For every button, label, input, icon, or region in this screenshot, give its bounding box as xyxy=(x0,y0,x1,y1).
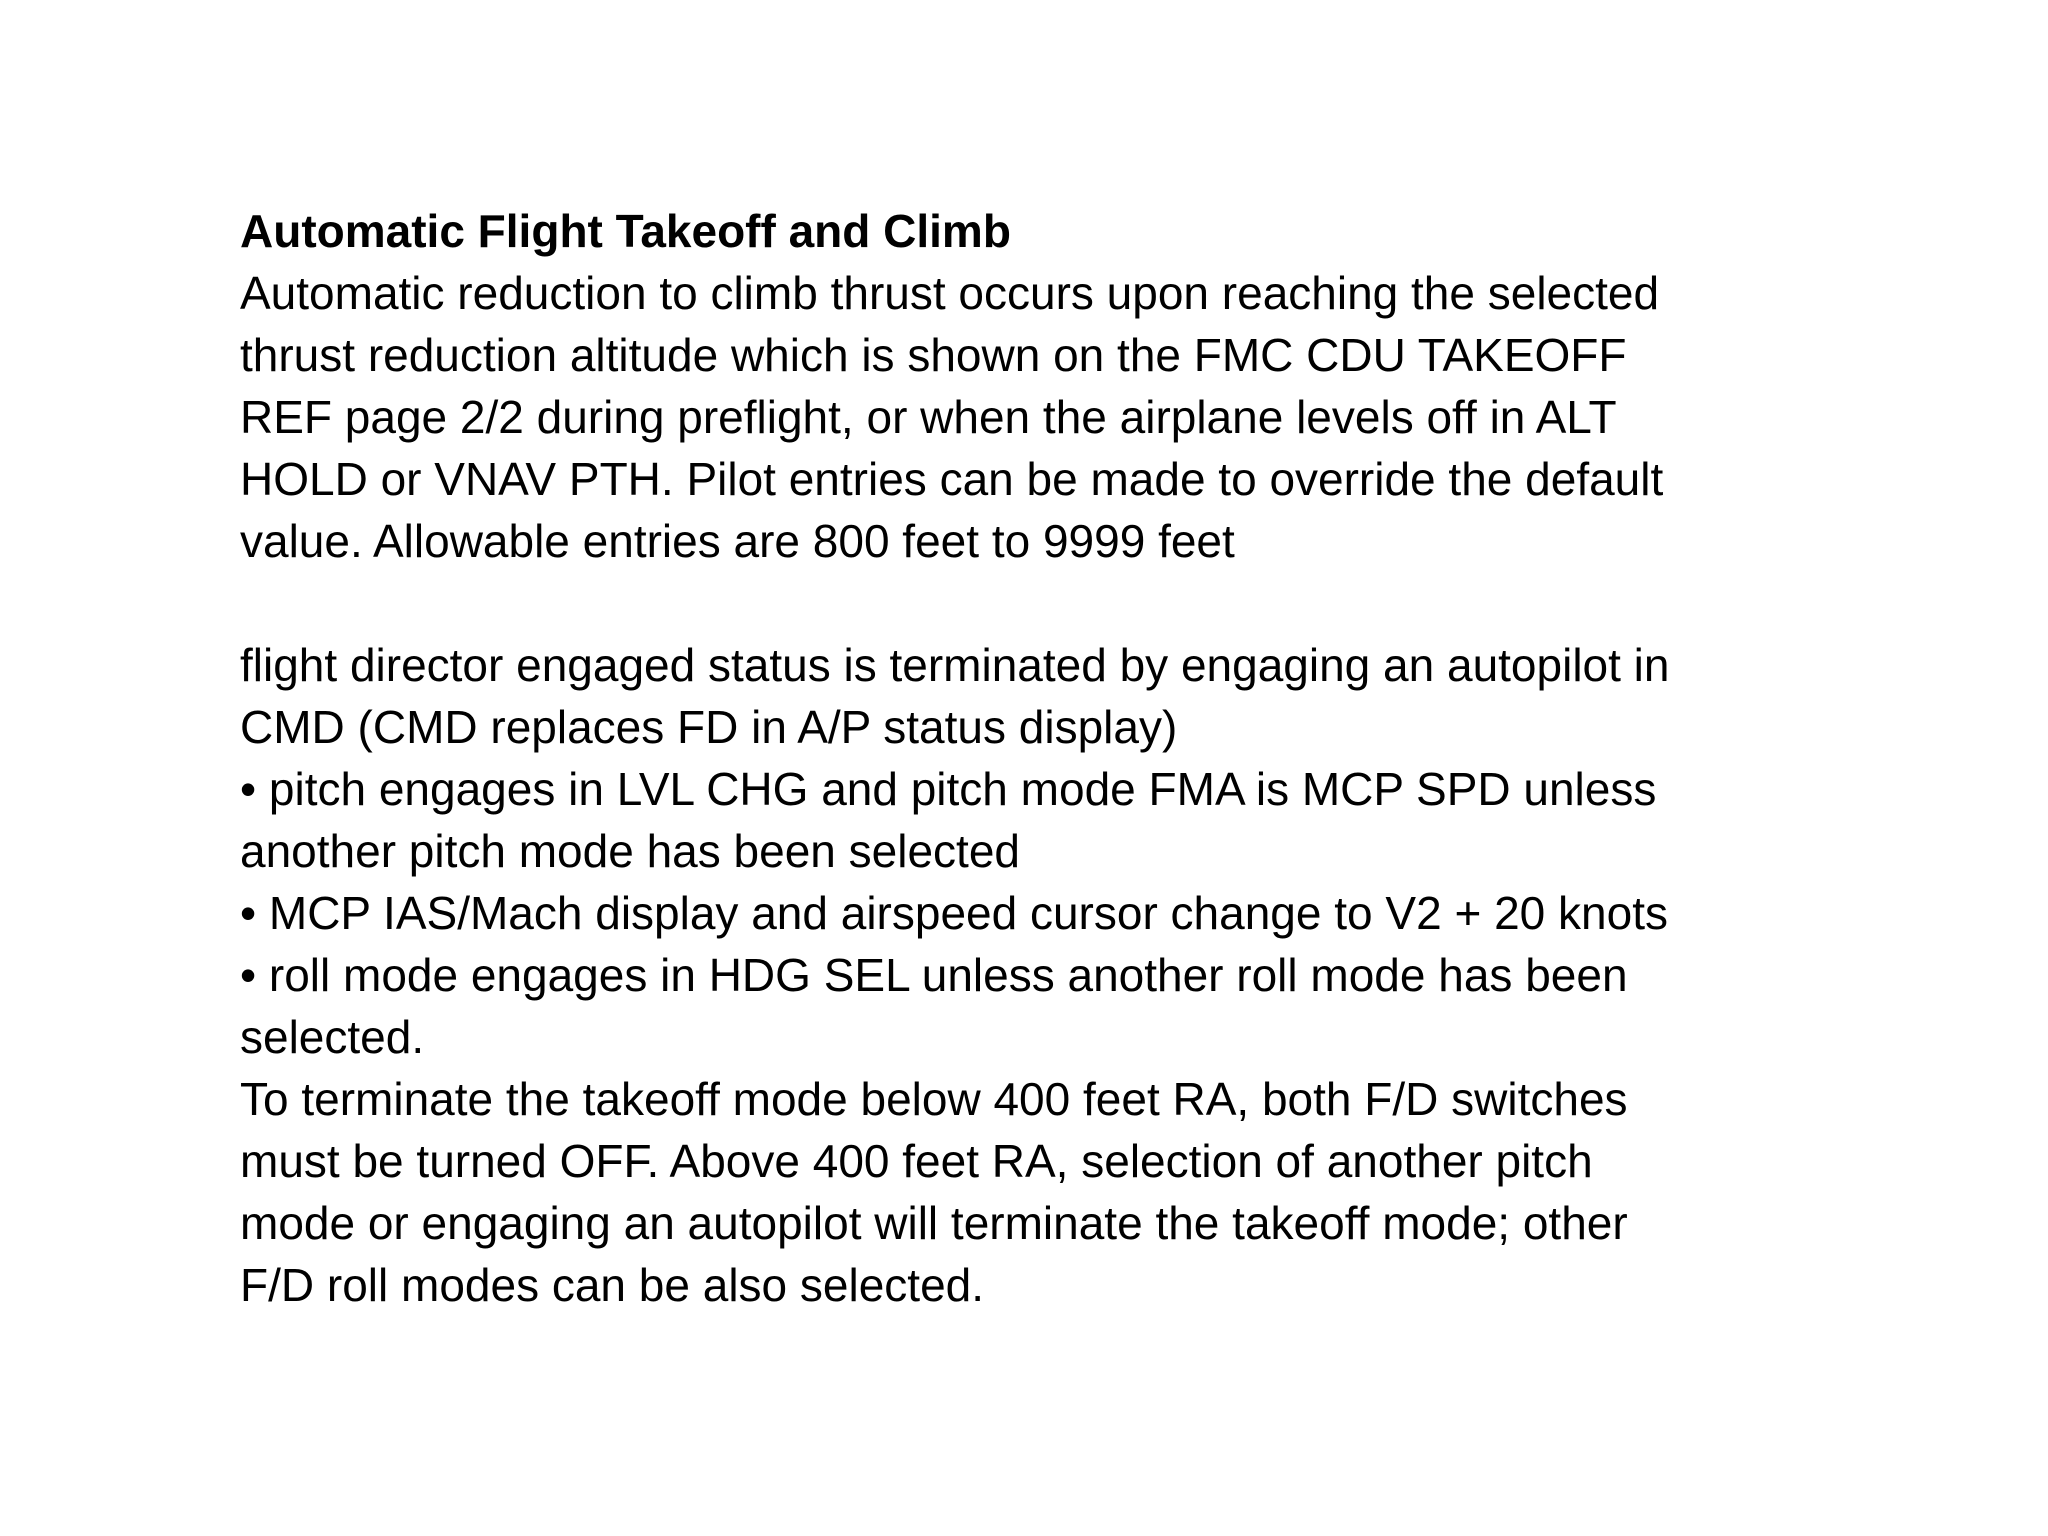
slide-content xyxy=(240,200,1920,1316)
text-line: value. Allowable entries are 800 feet to 9999 feet xyxy=(240,515,1235,567)
paragraph-terminate-takeoff xyxy=(240,1068,1920,1316)
text-line: Automatic reduction to climb thrust occurs upon reaching the selected xyxy=(240,267,1660,319)
text-line: CMD (CMD replaces FD in A/P status display) xyxy=(240,701,1178,753)
bullet-item-roll xyxy=(240,944,1920,1068)
text-line: thrust reduction altitude which is shown on the FMC CDU TAKEOFF xyxy=(240,329,1627,381)
bullet-list xyxy=(240,758,1920,1068)
text-line: REF page 2/2 during preflight, or when the airplane levels off in ALT xyxy=(240,391,1617,443)
paragraph-climb-thrust xyxy=(240,262,1920,572)
text-line: HOLD or VNAV PTH. Pilot entries can be made to override the default xyxy=(240,453,1664,505)
bullet-item-pitch xyxy=(240,758,1920,882)
text-line: mode or engaging an autopilot will terminate the takeoff mode; other xyxy=(240,1197,1628,1249)
text-line: flight director engaged status is terminated by engaging an autopilot in xyxy=(240,639,1670,691)
paragraph-flight-director xyxy=(240,634,1920,758)
bullet-item-mcp-ias xyxy=(240,882,1920,944)
text-line: must be turned OFF. Above 400 feet RA, selection of another pitch xyxy=(240,1135,1593,1187)
text-line: • roll mode engages in HDG SEL unless another roll mode has been xyxy=(240,949,1628,1001)
text-line: • MCP IAS/Mach display and airspeed cursor change to V2 + 20 knots xyxy=(240,887,1668,939)
text-line: another pitch mode has been selected xyxy=(240,825,1020,877)
paragraph-spacer xyxy=(240,572,1920,634)
text-line: F/D roll modes can be also selected. xyxy=(240,1259,985,1311)
text-line: selected. xyxy=(240,1011,425,1063)
text-line: To terminate the takeoff mode below 400 feet RA, both F/D switches xyxy=(240,1073,1628,1125)
text-line: • pitch engages in LVL CHG and pitch mode FMA is MCP SPD unless xyxy=(240,763,1657,815)
slide-title: Automatic Flight Takeoff and Climb xyxy=(240,205,1011,257)
